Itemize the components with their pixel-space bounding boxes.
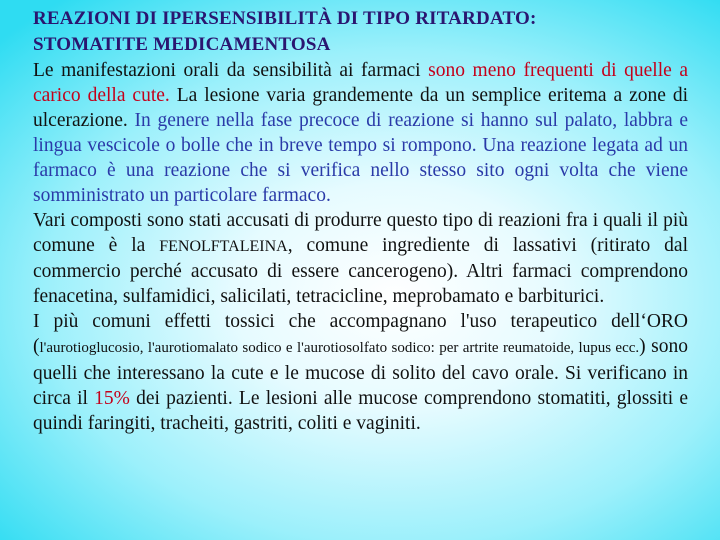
p3-percentage: 15% [94, 388, 130, 409]
paragraph-gold-effects [33, 309, 688, 436]
p3-text-c: ) sono quelli che interessano la cute e le mucose di solito del cavo orale. Si verificano in circa il [33, 336, 688, 409]
paragraph-drug-sensitivity [33, 58, 688, 208]
p2-fenolftaleina: FENOLFTALEINA [159, 238, 288, 255]
title-line-2: STOMATITE MEDICAMENTOSA [33, 34, 331, 55]
paragraph-compounds [33, 208, 688, 309]
p3-text-e: dei pazienti. Le lesioni alle mucose comprendono stomatiti, glossiti e quindi faringiti, tracheiti, gastriti, coliti e vaginiti. [33, 388, 689, 434]
p1-text-c: La lesione varia grandemente da un semplice eritema a zone di ulcerazione. [33, 85, 689, 131]
title-line-1: REAZIONI DI IPERSENSIBILITÀ DI TIPO RITARDATO: [33, 8, 537, 29]
p3-text-a: I più comuni effetti tossici che accompagnano l'uso terapeutico dell‘ORO ( [33, 311, 688, 357]
p2-text-c: , comune ingrediente di lassativi (ritirato dal commercio perché accusato di essere cancerogeno). Altri farmaci comprendono fenacetina, sulfamidici, salicilati, tetracicline, meprobamato e barbiturici. [33, 235, 688, 307]
p2-text-a: Vari composti sono stati accusati di produrre questo tipo di reazioni fra i quali il più comune è la [33, 210, 688, 256]
page-title [33, 6, 688, 58]
p1-highlight-red: sono meno frequenti di quelle a carico della cute. [33, 60, 689, 106]
p1-highlight-blue: In genere nella fase precoce di reazione si hanno sul palato, labbra e lingua vescicole o bolle che in breve tempo si rompono. Una reazione legata ad un farmaco è una reazione che si verifica nello stesso sito ogni volta che viene somministrato un particolare farmaco. [33, 110, 689, 206]
slide-content [33, 6, 688, 436]
p1-text-a: Le manifestazioni orali da sensibilità ai farmaci [33, 60, 429, 81]
p3-gold-compounds: l'aurotioglucosio, l'aurotiomalato sodico e l'aurotiosolfato sodico: per artrite reumatoide, lupus ecc. [39, 340, 640, 356]
